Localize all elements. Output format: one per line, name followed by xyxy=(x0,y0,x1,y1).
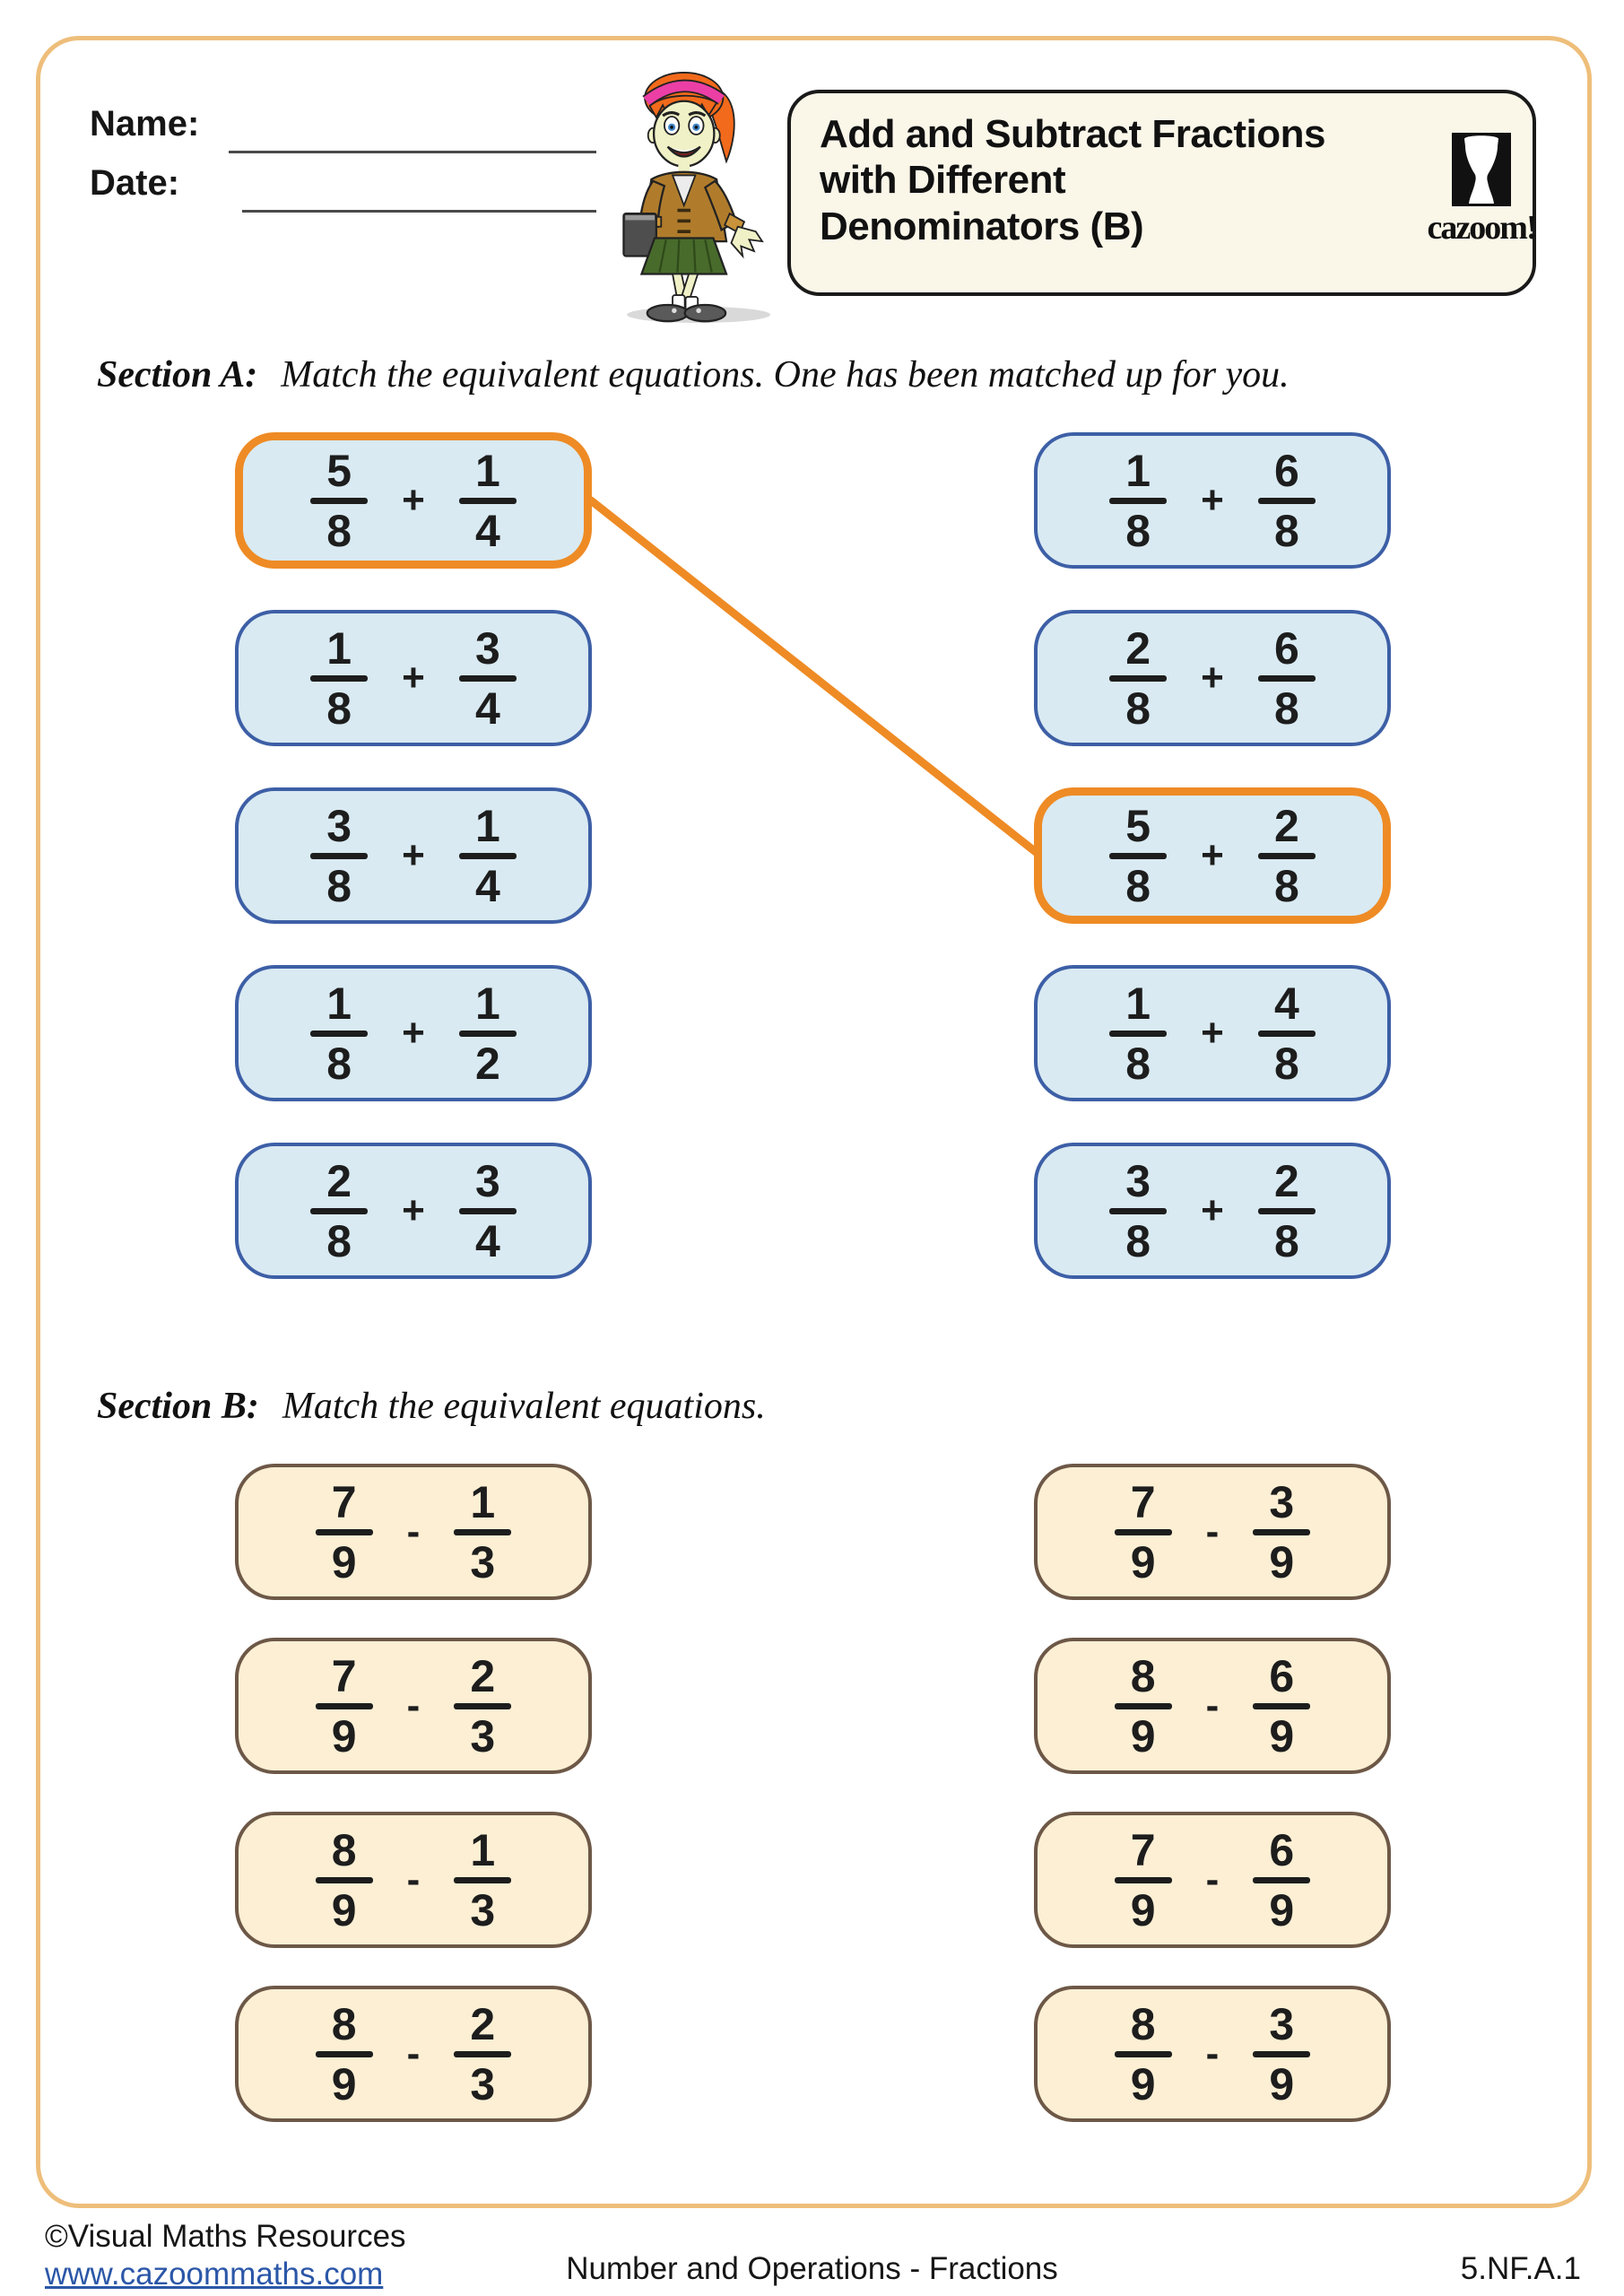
fraction-bar xyxy=(1109,1208,1167,1214)
denominator: 8 xyxy=(1125,860,1151,911)
fraction-bar xyxy=(454,2051,511,2057)
denominator: 8 xyxy=(326,683,352,734)
denominator: 8 xyxy=(1273,1215,1299,1266)
numerator: 7 xyxy=(1130,1476,1156,1527)
equation-card-b-left-3[interactable] xyxy=(235,1812,592,1948)
fraction-bar xyxy=(1115,1703,1172,1709)
fraction xyxy=(454,1476,511,1587)
fraction-bar xyxy=(1253,1529,1310,1535)
fraction-bar xyxy=(454,1529,511,1535)
brand-name: cazoom! xyxy=(1427,209,1536,247)
denominator: 8 xyxy=(1125,505,1151,556)
fraction xyxy=(1258,1155,1316,1266)
operator: + xyxy=(402,1188,425,1232)
denominator: 3 xyxy=(470,1536,496,1587)
numerator: 3 xyxy=(326,800,352,851)
operator: + xyxy=(1201,478,1224,522)
operator: + xyxy=(1201,1188,1224,1232)
denominator: 8 xyxy=(1125,683,1151,734)
denominator: 9 xyxy=(331,1710,357,1761)
fraction xyxy=(316,1650,373,1761)
equation-card-a-right-1[interactable] xyxy=(1034,432,1391,569)
numerator: 6 xyxy=(1269,1650,1295,1701)
numerator: 2 xyxy=(470,1998,496,2049)
drum-icon xyxy=(1452,133,1511,206)
fraction xyxy=(1253,1824,1310,1935)
numerator: 1 xyxy=(326,978,352,1029)
fraction-bar xyxy=(459,853,517,859)
denominator: 9 xyxy=(1269,1884,1295,1935)
fraction-bar xyxy=(316,1703,373,1709)
denominator: 8 xyxy=(326,1038,352,1089)
fraction-bar xyxy=(1109,853,1167,859)
fraction xyxy=(1253,1476,1310,1587)
fraction xyxy=(454,1998,511,2109)
fraction-bar xyxy=(310,853,368,859)
equation-card-b-right-1[interactable] xyxy=(1034,1464,1391,1600)
numerator: 3 xyxy=(1125,1155,1151,1206)
section-b-label: Section B: xyxy=(97,1386,259,1427)
equation-card-a-left-2[interactable] xyxy=(235,610,592,746)
fraction-bar xyxy=(454,1877,511,1883)
fraction xyxy=(1253,1998,1310,2109)
numerator: 5 xyxy=(326,445,352,496)
numerator: 3 xyxy=(474,622,500,674)
fraction xyxy=(1109,622,1167,734)
equation-card-b-left-4[interactable] xyxy=(235,1986,592,2122)
fraction xyxy=(1115,1998,1172,2109)
fraction xyxy=(1109,978,1167,1089)
numerator: 1 xyxy=(1125,978,1151,1029)
fraction-bar xyxy=(316,2051,373,2057)
fraction xyxy=(310,1155,368,1266)
operator: - xyxy=(1205,2031,1220,2075)
operator: - xyxy=(1205,1509,1220,1553)
fraction-bar xyxy=(316,1529,373,1535)
worksheet-title-box xyxy=(787,90,1536,296)
student-illustration xyxy=(592,54,780,323)
numerator: 1 xyxy=(474,978,500,1029)
denominator: 3 xyxy=(470,2058,496,2109)
equation-card-a-right-2[interactable] xyxy=(1034,610,1391,746)
numerator: 1 xyxy=(1125,445,1151,496)
denominator: 8 xyxy=(1273,683,1299,734)
numerator: 2 xyxy=(326,1155,352,1206)
fraction-bar xyxy=(1109,1031,1167,1037)
fraction-bar xyxy=(1253,2051,1310,2057)
section-a-instructions: Match the equivalent equations. One has been matched up for you. xyxy=(281,354,1290,396)
fraction-bar xyxy=(316,1877,373,1883)
denominator: 8 xyxy=(326,860,352,911)
denominator: 8 xyxy=(326,505,352,556)
fraction xyxy=(1115,1650,1172,1761)
denominator: 9 xyxy=(1130,1884,1156,1935)
denominator: 8 xyxy=(1273,860,1299,911)
date-input-line[interactable] xyxy=(242,185,596,213)
section-b-heading xyxy=(97,1385,766,1428)
worksheet-title: Add and Subtract Fractions with Different Denominators (B) xyxy=(820,112,1325,248)
fraction xyxy=(1258,800,1316,911)
equation-card-a-left-4[interactable] xyxy=(235,965,592,1101)
numerator: 1 xyxy=(470,1824,496,1875)
equation-card-a-right-4[interactable] xyxy=(1034,965,1391,1101)
operator: - xyxy=(1205,1857,1220,1901)
numerator: 5 xyxy=(1125,800,1151,851)
numerator: 1 xyxy=(474,800,500,851)
fraction-bar xyxy=(1109,498,1167,504)
footer-copyright: ©Visual Maths Resources xyxy=(45,2219,406,2254)
fraction xyxy=(459,445,517,556)
fraction xyxy=(1109,800,1167,911)
fraction-bar xyxy=(454,1703,511,1709)
numerator: 8 xyxy=(331,1824,357,1875)
denominator: 9 xyxy=(1130,1536,1156,1587)
fraction-bar xyxy=(1115,1877,1172,1883)
fraction-bar xyxy=(459,498,517,504)
fraction-bar xyxy=(310,675,368,682)
denominator: 9 xyxy=(331,1536,357,1587)
numerator: 4 xyxy=(1273,978,1299,1029)
fraction xyxy=(316,1824,373,1935)
fraction xyxy=(310,622,368,734)
section-a-heading xyxy=(97,353,1290,396)
fraction xyxy=(316,1476,373,1587)
footer-website-link[interactable]: www.cazoommaths.com xyxy=(45,2257,384,2292)
fraction xyxy=(1258,622,1316,734)
numerator: 6 xyxy=(1273,445,1299,496)
fraction-bar xyxy=(310,1208,368,1214)
fraction-bar xyxy=(459,1031,517,1037)
operator: + xyxy=(1201,656,1224,700)
denominator: 8 xyxy=(1273,505,1299,556)
fraction xyxy=(1258,978,1316,1089)
equation-card-b-left-2[interactable] xyxy=(235,1638,592,1774)
fraction-bar xyxy=(1109,675,1167,682)
fraction xyxy=(310,445,368,556)
fraction-bar xyxy=(1258,498,1316,504)
operator: - xyxy=(406,1509,421,1553)
denominator: 9 xyxy=(1269,1710,1295,1761)
fraction-bar xyxy=(1258,1031,1316,1037)
fraction xyxy=(459,800,517,911)
denominator: 2 xyxy=(474,1038,500,1089)
operator: + xyxy=(402,478,425,522)
denominator: 8 xyxy=(1125,1038,1151,1089)
fraction xyxy=(454,1650,511,1761)
numerator: 2 xyxy=(470,1650,496,1701)
denominator: 9 xyxy=(1130,1710,1156,1761)
fraction-bar xyxy=(310,498,368,504)
denominator: 9 xyxy=(331,2058,357,2109)
numerator: 8 xyxy=(331,1998,357,2049)
fraction xyxy=(1115,1476,1172,1587)
denominator: 9 xyxy=(1269,1536,1295,1587)
fraction xyxy=(1109,1155,1167,1266)
fraction-bar xyxy=(1253,1703,1310,1709)
denominator: 3 xyxy=(470,1710,496,1761)
fraction xyxy=(1258,445,1316,556)
numerator: 2 xyxy=(1273,800,1299,851)
denominator: 4 xyxy=(474,1215,500,1266)
fraction-bar xyxy=(459,675,517,682)
fraction xyxy=(459,978,517,1089)
fraction xyxy=(459,622,517,734)
numerator: 1 xyxy=(474,445,500,496)
denominator: 4 xyxy=(474,683,500,734)
denominator: 3 xyxy=(470,1884,496,1935)
numerator: 1 xyxy=(326,622,352,674)
fraction xyxy=(1253,1650,1310,1761)
equation-card-a-left-3[interactable] xyxy=(235,787,592,924)
numerator: 6 xyxy=(1273,622,1299,674)
fraction-bar xyxy=(310,1031,368,1037)
operator: - xyxy=(406,1857,421,1901)
name-label: Name: xyxy=(90,104,200,144)
numerator: 3 xyxy=(1269,1476,1295,1527)
fraction xyxy=(310,978,368,1089)
denominator: 9 xyxy=(1130,2058,1156,2109)
operator: - xyxy=(406,2031,421,2075)
denominator: 9 xyxy=(331,1884,357,1935)
fraction xyxy=(459,1155,517,1266)
equation-card-b-right-2[interactable] xyxy=(1034,1638,1391,1774)
numerator: 7 xyxy=(331,1476,357,1527)
fraction-bar xyxy=(1115,1529,1172,1535)
fraction-bar xyxy=(1253,1877,1310,1883)
equation-card-a-left-5[interactable] xyxy=(235,1143,592,1279)
numerator: 3 xyxy=(474,1155,500,1206)
section-b-instructions: Match the equivalent equations. xyxy=(282,1386,766,1427)
numerator: 8 xyxy=(1130,1998,1156,2049)
equation-card-b-right-4[interactable] xyxy=(1034,1986,1391,2122)
cazoom-logo xyxy=(1419,133,1544,248)
name-input-line[interactable] xyxy=(229,126,596,153)
fraction xyxy=(316,1998,373,2109)
numerator: 1 xyxy=(470,1476,496,1527)
equation-card-a-right-5[interactable] xyxy=(1034,1143,1391,1279)
numerator: 8 xyxy=(1130,1650,1156,1701)
fraction xyxy=(1109,445,1167,556)
operator: - xyxy=(406,1683,421,1727)
operator: - xyxy=(1205,1683,1220,1727)
denominator: 9 xyxy=(1269,2058,1295,2109)
footer-topic: Number and Operations - Fractions xyxy=(566,2251,1058,2286)
fraction xyxy=(454,1824,511,1935)
fraction-bar xyxy=(459,1208,517,1214)
fraction xyxy=(1115,1824,1172,1935)
numerator: 2 xyxy=(1273,1155,1299,1206)
operator: + xyxy=(1201,1011,1224,1055)
equation-card-b-left-1[interactable] xyxy=(235,1464,592,1600)
equation-card-b-right-3[interactable] xyxy=(1034,1812,1391,1948)
numerator: 2 xyxy=(1125,622,1151,674)
date-label: Date: xyxy=(90,163,180,203)
numerator: 6 xyxy=(1269,1824,1295,1875)
fraction-bar xyxy=(1258,853,1316,859)
denominator: 8 xyxy=(326,1215,352,1266)
fraction-bar xyxy=(1258,675,1316,682)
numerator: 7 xyxy=(1130,1824,1156,1875)
numerator: 7 xyxy=(331,1650,357,1701)
denominator: 8 xyxy=(1125,1215,1151,1266)
operator: + xyxy=(402,656,425,700)
equation-card-a-right-3[interactable] xyxy=(1034,787,1391,924)
fraction-bar xyxy=(1115,2051,1172,2057)
footer-standard-code: 5.NF.A.1 xyxy=(1460,2251,1581,2286)
equation-card-a-left-1[interactable] xyxy=(235,432,592,569)
denominator: 4 xyxy=(474,505,500,556)
section-a-label: Section A: xyxy=(97,354,258,396)
fraction xyxy=(310,800,368,911)
denominator: 8 xyxy=(1273,1038,1299,1089)
operator: + xyxy=(402,1011,425,1055)
fraction-bar xyxy=(1258,1208,1316,1214)
denominator: 4 xyxy=(474,860,500,911)
numerator: 3 xyxy=(1269,1998,1295,2049)
operator: + xyxy=(1201,833,1224,877)
operator: + xyxy=(402,833,425,877)
